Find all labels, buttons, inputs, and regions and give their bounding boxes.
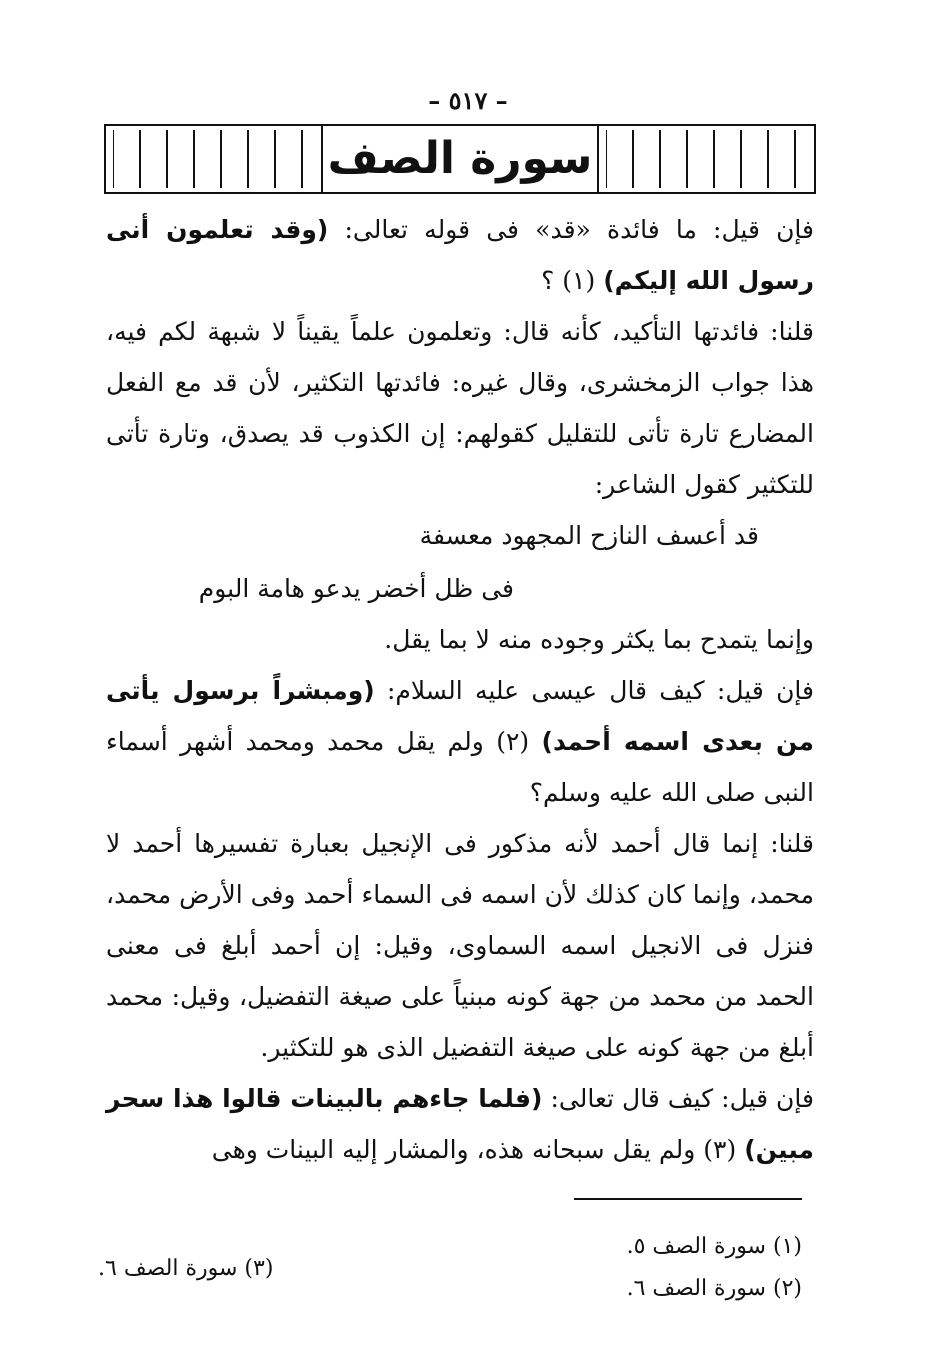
question-1-text: فإن قيل: ما فائدة «قد» فى قوله تعالى: (328, 215, 814, 244)
question-2-rest: (٢) ولم يقل محمد ومحمد أشهر أسماء النبى صلى الله عليه وسلم؟ (106, 727, 814, 807)
paragraph-question-1 (106, 204, 814, 306)
paragraph-question-3 (106, 1073, 814, 1175)
question-2-text: فإن قيل: كيف قال عيسى عليه السلام: (374, 676, 815, 705)
page-number: – ٥١٧ – (428, 86, 508, 115)
surah-title-frame (104, 124, 816, 194)
title-ornament-right (599, 130, 814, 188)
paragraph-answer-1-end: وإنما يتمدح بما يكثر وجوده منه لا بما يقل. (384, 625, 814, 654)
question-3-text: فإن قيل: كيف قال تعالى: (542, 1084, 814, 1113)
paragraph-answer-1: قلنا: فائدتها التأكيد، كأنه قال: وتعلمون علماً يقيناً لا شبهة لكم فيه، هذا جواب الزمخشرى، وقال غيره: فائدتها التكثير، لأن قد مع الفعل المضارع تارة تأتى للتقليل كقولهم: إن الكذوب قد يصدق، وتارة تأتى للتكثير كقول الشاعر: (106, 317, 814, 499)
quran-quote-1: (وقد تعلمون أنى رسول الله إليكم) (106, 215, 814, 295)
poem-verse-1: قد أعسف النازح المجهود معسفة (419, 521, 759, 550)
footnote-1: (١) سورة الصف ٥. (626, 1234, 802, 1259)
footnotes (627, 1226, 802, 1310)
quran-quote-2: (ومبشراً برسول يأتى من بعدى اسمه أحمد) (106, 676, 815, 756)
paragraph-answer-2: قلنا: إنما قال أحمد لأنه مذكور فى الإنجيل بعبارة تفسيرها أحمد لا محمد، وإنما كان كذلك لأن اسمه فى السماء أحمد وفى الأرض محمد، فنزل فى الانجيل اسمه السماوى، وقيل: إن أحمد أبلغ فى معنى الحمد من محمد من جهة كونه مبنياً على صيغة التفضيل، وقيل: محمد أبلغ من جهة كونه على صيغة التفضيل الذى هو للتكثير. (106, 829, 814, 1062)
footnote-ref-1: (١) ؟ (541, 266, 604, 295)
quran-quote-3: (فلما جاءهم بالبينات قالوا هذا سحر مبين) (106, 1084, 814, 1164)
poem-verse-2: فى ظل أخضر يدعو هامة البوم (198, 574, 514, 603)
title-ornament-left (106, 130, 321, 188)
question-3-rest: (٣) ولم يقل سبحانه هذه، والمشار إليه البينات وهى (211, 1135, 745, 1164)
footnote-separator (574, 1198, 802, 1200)
paragraph-question-2 (106, 665, 814, 818)
footnote-2: (٢) سورة الصف ٦. (626, 1276, 802, 1301)
footnote-3: (٣) سورة الصف ٦. (98, 1256, 274, 1281)
main-text (106, 204, 814, 1175)
surah-title: سورة الصف (321, 126, 599, 192)
